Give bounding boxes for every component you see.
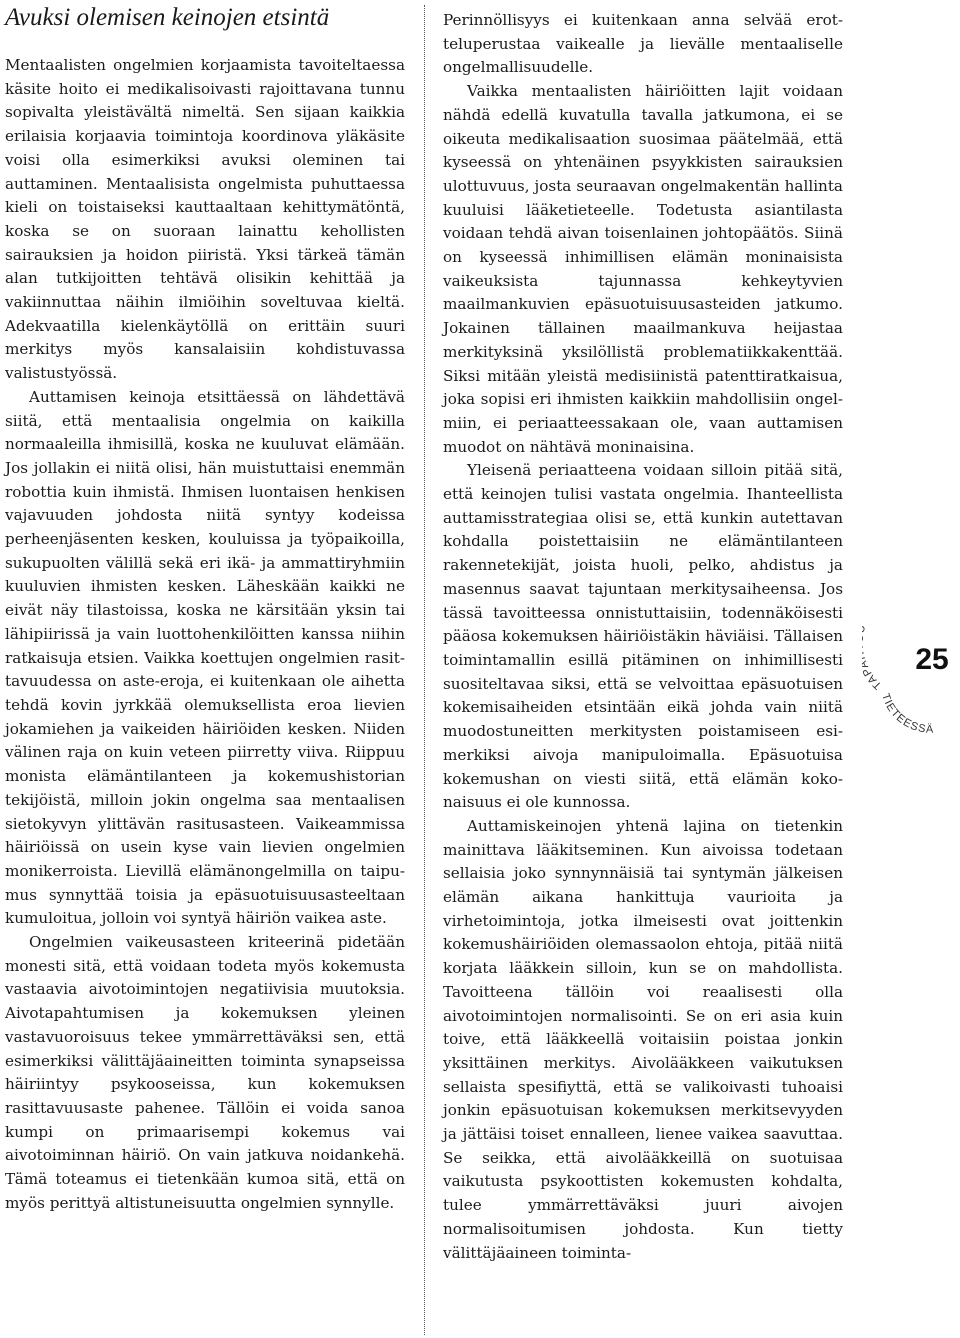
right-text-column <box>443 9 843 1265</box>
stamp-bottom-text: TIETEESSÄ <box>878 692 935 736</box>
paragraph: Vaikka mentaalisten häiriöitten lajit voidaan nähdä edellä kuvatulla tavalla jatkumona, ei se oikeuta medikalisaation suosimaa päätelmää, että kyseessä on yhtenäinen psyykkisten sairauksien ulottuvuus, josta seuraavan ongelmakentän hallinta kuuluisi lääketieteelle. Todetusta asiantilasta voidaan tehdä aivan toisenlainen johtopäätös. Siinä on kyseessä inhimillisen elämän moninaisista vaikeuksista tajunnassa kehkeytyvien maailmankuvien epäsuotuisuusasteiden jatkumo. Jokainen tällainen maailmankuva heijastaa merkityksinä yksilöllistä problematiikkakenttää. Siksi mitään yleistä medisiinistä patenttiratkaisua, joka sopisi eri ihmisten kaikkiin mahdollisiin ongelmiin, ei periaatteessakaan ole, vaan auttamisen muodot on nähtävä moninaisina. <box>443 82 843 456</box>
left-text-column <box>5 54 405 1215</box>
paragraph: Auttamiskeinojen yhtenä lajina on tietenkin mainittava lääkitseminen. Kun aivoissa todetaan sellaisia joko synnynnäisiä tai syntymän jälkeisen elämän aikana hankittuja vaurioita ja virhetoimintoja, jotka ilmeisesti ovat joittenkin kokemushäiriöiden olemassaolon ehtoja, pitää niitä korjata lääkkein silloin, kun se on mahdollista. Tavoitteena tällöin voi reaalisesti olla aivotoimintojen normalisointi. Se on eri asia kuin toive, että lääkkeellä voitaisiin poistaa jonkin yksittäinen merkitys. Aivolääkkeen vaikutuksen sellaista spesifiyttä, että se valikoivasti tuhoaisi jonkin epäsuotuisan kokemuksen merkitsevyyden ja jättäisi toiset ennalleen, lienee vaikea saavuttaa. Se seikka, että aivolääkkeillä on suotuisaa vaikutusta psykoottisten kokemusten kohdalta, tulee ymmärrettäväksi juuri aivojen normalisoitumisen johdosta. Kun tietty välittäjäaineen toiminta- <box>443 816 843 1262</box>
column-divider <box>424 5 425 1335</box>
paragraph: Yleisenä periaatteena voidaan silloin pitää sitä, että keinojen tulisi vastata ongelmia. Ihanteellista auttamisstrategiaa olisi se, että kunkin autettavan kohdalla poistettaisiin ne elämäntilanteen rakennetekijät, joista huoli, pelko, ahdistus ja masennus saavat tajuntaan merkitysaiheensa. Jos tässä tavoitteessa onnistuttaisiin, todennäköisesti pääosa kokemuksen häiriöistäkin häviäisi. Tällaisen toimintamallin esillä pitäminen on inhimillisesti suositeltavaa siksi, että se velvoittaa epäsuotuisen kokemisaiheiden etsintään eikä johda vain niitä muodostuneitten merkitysten poistamiseen esimerkiksi aivoja manipuloimalla. Epäsuotuisa kokemushan on viesti siitä, että elämän kokonaisuus ei ole kunnossa. <box>443 461 843 812</box>
article-title: Avuksi olemisen keinojen etsintä <box>5 4 330 31</box>
paragraph: Ongelmien vaikeusasteen kriteerinä pidetään monesti sitä, että voidaan todeta myös kokemusta vastaavia aivotoimintojen negatiivisia muutoksia. Aivotapahtumisen ja kokemuksen yleinen vastavuoroisuus tekee ymmärrettäväksi sen, että esimerkiksi välittäjäaineitten toiminta synapseissa häiriintyy psykooseissa, kun kokemuksen rasittavuusaste pahenee. Tällöin ei voida sanoa kumpi on primaarisempi kokemus vai aivotoiminnan häiriö. On vain jatkuva noidankehä. Tämä toteamus ei tietenkään kumoa sitä, että on myös perittyä altistuneisuutta ongelmien synnylle. <box>5 933 405 1212</box>
paragraph: Perinnöllisyys ei kuitenkaan anna selvää erotteluperustaa vaikealle ja lievälle mentaaliselle ongelmallisuudelle. <box>443 11 843 77</box>
stamp-top-text: TA <box>864 671 885 692</box>
paragraph: Auttamisen keinoja etsittäessä on lähdettävä siitä, että mentaalisia ongelmia on kaikilla normaaleilla ihmisillä, koska ne kuuluvat elämään. Jos jollakin ei niitä olisi, hän muistuttaisi enemmän robottia kuin ihmistä. Ihmisen luontaisen henkisen vajavuuden johdosta niitä syntyy kodeissa perheenjäsenten kesken, kouluissa ja työpaikoilla, sukupuolten välillä sekä eri ikä- ja ammattiryhmiin kuuluvien ihmisten kesken. Läheskään kaikki ne eivät näy tilastoissa, koska ne kärsitään yksin tai lähipiirissä ja vain luottohenkilöitten kanssa niihin ratkaisuja etsien. Vaikka koettujen ongelmien rasittavuudessa on aste-eroja, ei kuitenkaan ole aihetta tehdä kovin jyrkkää olemuksellista eroa lievien jokamiehen ja vaikeiden häiriöiden kesken. Niiden välinen raja on kuin veteen piirretty viiva. Riippuu monista elämäntilanteen ja kokemushistorian tekijöistä, milloin jokin ongelma saa mentaalisen sietokyvyn ylittävän rasitusasteen. Vaikeammissa häiriöissä on usein kyse vain lievien ongelmien monikerroista. Lievillä elämänongelmilla on taipumus synnyttää toisia ja epäsuotuisuusasteeltaan kumuloitua, jolloin voi syntyä häiriön vaikea aste. <box>5 387 405 928</box>
page-number: 25 <box>915 643 949 676</box>
paragraph: Mentaalisten ongelmien korjaamista tavoiteltaessa käsite hoito ei medikalisoivasti rajoittavana tunnu sopivalta yleistävältä nimeltä. Sen sijaan kaikkia erilaisia korjaavia toimintoja koordinova yläkäsite voisi olla esimerkiksi avuksi oleminen tai auttaminen. Mentaalisista ongelmista puhuttaessa kieli on toistaiseksi kauttaaltaan kehittymätöntä, koska se on suoraan lainattu kehollisten sairauksien ja hoidon piiristä. Yksi tärkeä tämän alan tutkijoitten tehtävä olisikin kehittää ja vakiinnuttaa näihin ilmiöihin soveltuvaa kieltä. Adekvaatilla kielenkäytöllä on erittäin suuri merkitys myös kansalaisiin kohdistuvassa valistustyössä. <box>5 56 405 383</box>
